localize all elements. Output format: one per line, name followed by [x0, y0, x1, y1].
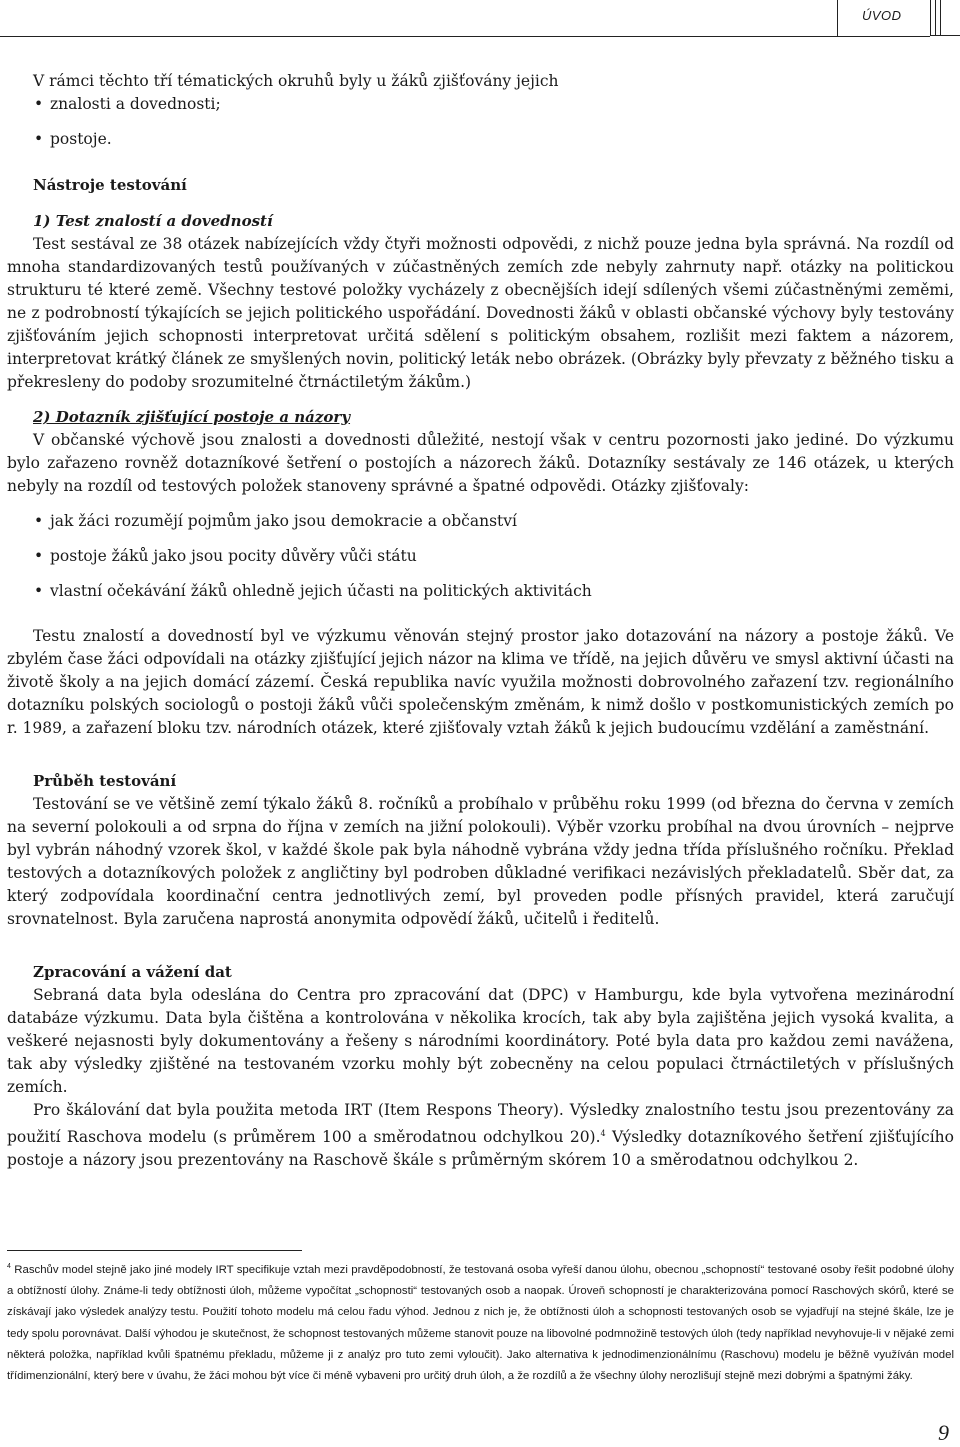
subheading-dotaznik: 2) Dotazník zjišťující postoje a názory: [33, 408, 351, 426]
paragraph: [7, 1099, 954, 1172]
footnote-reference: 4: [600, 1129, 606, 1138]
list-item: • vlastní očekávání žáků ohledně jejich účasti na politických aktivitách: [7, 580, 954, 603]
section-heading-nastroje: Nástroje testování: [33, 176, 187, 194]
footnote-number: 4: [7, 1263, 11, 1270]
paragraph: Testu znalostí a dovedností byl ve výzkumu věnován stejný prostor jako dotazování na názory a postoje žáků. Ve zbylém čase žáci odpovídali na otázky zjišťující jejich názor na klima ve třídě, na jejich důvěru ve smysl aktivní účasti na životě školy a na jejich domácí zázemí. Česká republika navíc využila možnosti dobrovolného zařazení tzv. regionálního dotazníku polských sociologů o postoji žáků vůči společenským změnám, k nimž došlo v postkomunistických zemích po r. 1989, a zařazení bloku tzv. národních otázek, které zjišťovaly vztah žáků k jejich budoucímu vzdělání a zaměstnání.: [7, 627, 954, 737]
section-label: ÚVOD: [862, 8, 902, 23]
footnote: [7, 1256, 954, 1388]
corner-decoration: [930, 0, 960, 36]
list-item: • znalosti a dovednosti;: [7, 93, 954, 116]
questionnaire-list: [7, 510, 954, 603]
intro-lead: V rámci těchto tří tématických okruhů byly u žáků zjišťovány jejich: [33, 72, 559, 90]
section-heading-zpracovani: Zpracování a vážení dat: [33, 963, 232, 981]
paragraph: Sebraná data byla odeslána do Centra pro zpracování dat (DPC) v Hamburgu, kde byla vytvořena mezinárodní databáze výzkumu. Data byla čištěna a kontrolována v několika krocích, tak aby byla zajištěna jejich vysoká kvalita, a veškeré nejasnosti byly dokumentovány a řešeny s národními koordinátory. Poté byla data pro každou zemi navážena, tak aby výsledky zjištěné na testovaném vzorku mohly být zobecněny na celou populaci čtrnáctiletých v příslušných zemích.: [7, 986, 954, 1096]
page-number: 9: [938, 1420, 949, 1445]
subheading-test: 1) Test znalostí a dovedností: [33, 212, 273, 230]
paragraph-text: Výsledky dotazníkového šetření zjišťujícího postoje a názory jsou prezentovány na Raschově škále s průměrným skórem 10 a směrodatnou odchylkou 2.: [7, 1128, 954, 1170]
list-item: • postoje.: [7, 128, 954, 151]
paragraph: Test sestával ze 38 otázek nabízejících vždy čtyři možnosti odpovědi, z nichž pouze jedna byla správná. Na rozdíl od mnoha standardizovaných testů používaných v zúčastněných zemích zde nebyly zahrnuty např. otázky na politickou strukturu té které země. Všechny testové položky vycházely z obecnějších idejí sdílených všemi zúčastněnými zeměmi, ne z podrobností týkajících se jejich politického uspořádání. Dovednosti žáků v oblasti občanské výchovy byly testovány zjišťováním jejich schopnosti interpretovat určitá sdělení s politickým obsahem, rozlišit mezi faktem a názorem, interpretovat krátký článek ze smyšlených novin, politický leták nebo obrázek. (Obrázky byly převzaty z běžného tisku a překresleny do podoby srozumitelné čtrnáctiletým žákům.): [7, 235, 954, 391]
section-heading-prubeh: Průběh testování: [33, 772, 177, 790]
intro-list: [7, 93, 954, 151]
paragraph: Testování se ve většině zemí týkalo žáků 8. ročníků a probíhalo v průběhu roku 1999 (od března do června v zemích na severní polokouli a od srpna do října v zemích na jižní polokouli). Výběr vzorku probíhal na dvou úrovních – nejprve byl vybrán náhodný vzorek škol, v každé škole pak byla náhodně vybrána vždy jedna třída příslušného ročníku. Překlad testových a dotazníkových položek z angličtiny byl podroben důkladné verifikaci nezávislých překladatelů. Sběr dat, za který zodpovídala koordinační centra jednotlivých zemí, byl proveden podle přísných pravidel, která zaručují srovnatelnost. Byla zaručena naprostá anonymita odpovědí žáků, učitelů i ředitelů.: [7, 795, 954, 928]
page-body: [7, 70, 954, 1172]
footnote-text: Raschův model stejně jako jiné modely IRT specifikuje vztah mezi pravděpodobností, že testovaná osoba vyřeší danou úlohu, obecnou „schopností“ testované osoby řešit podobné úlohy a obtížností úlohy. Známe-li tedy obtížnosti úloh, můžeme vypočítat „schopnosti“ testovaných osob a naopak. Úroveň schopností je charakterizována pomocí Raschových skórů, které se získávají jako výsledek analýzy testu. Použití tohoto modelu má celou řadu výhod. Jednou z nich je, že obtížnosti úloh a schopnosti testovaných osob se vyjadřují na stejné škále, lze je tedy spolu porovnávat. Další výhodou je skutečnost, že schopnost testovaných můžeme stanovit pouze na libovolné podmnožině testových úloh (tedy například nevyhovuje-li v nějaké zemi některá položka, například kvůli špatnému překladu, můžeme ji z analýz pro tuto zemi vyloučit). Jako alternativa k jednodimenzionálnímu (Raschovu) modelu je běžně využíván model třídimenzionální, který bere v úvahu, že žáci mohou být více či méně vybaveni pro určitý druh úloh, a že rozdílů a že všechny úlohy nerozlišují stejně mezi dobrými a špatnými žáky.: [7, 1263, 954, 1383]
list-item: • postoje žáků jako jsou pocity důvěry vůči státu: [7, 545, 954, 568]
running-header: [0, 0, 930, 37]
header-divider: [837, 0, 838, 36]
paragraph: V občanské výchově jsou znalosti a dovednosti důležité, nestojí však v centru pozornosti jako jediné. Do výzkumu bylo zařazeno rovněž dotazníkové šetření o postojích a názorech žáků. Dotazníky sestávaly ze 146 otázek, u kterých nebyly na rozdíl od testových položek stanoveny správné a špatné odpovědi. Otázky zjišťovaly:: [7, 431, 954, 495]
footnote-rule: [7, 1250, 302, 1251]
paragraph-text: Pro škálování dat byla použita metoda IRT (Item Respons Theory). Výsledky znalostního testu jsou prezentovány za použití Raschova modelu (s průměrem 100 a směrodatnou odchylkou 20).: [7, 1101, 954, 1147]
list-item: • jak žáci rozumějí pojmům jako jsou demokracie a občanství: [7, 510, 954, 533]
